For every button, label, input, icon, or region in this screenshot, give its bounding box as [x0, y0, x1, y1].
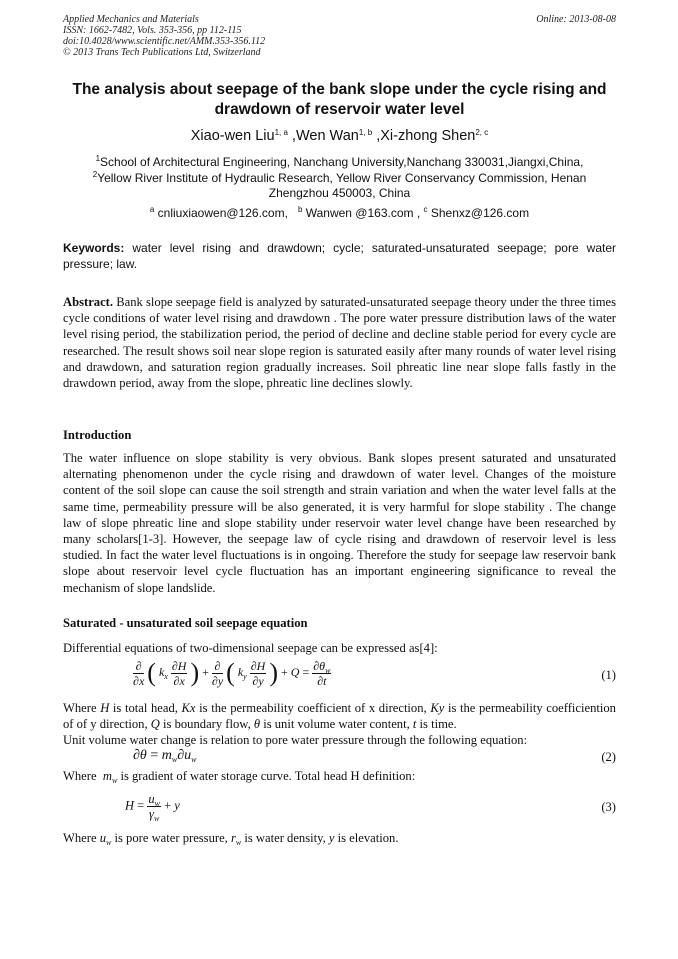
affiliation-sup: 2 [92, 169, 98, 179]
keywords [63, 240, 616, 272]
author-sup: 1, a [274, 128, 288, 137]
equation-1 [63, 658, 616, 696]
equation-number: (1) [601, 668, 616, 682]
affiliations [63, 155, 616, 202]
affiliation-text: School of Architectural Engineering, Nanchang University,Nanchang 330031,Jiangxi,China, [100, 155, 584, 169]
keywords-label: Keywords: [63, 241, 125, 255]
text-span: is pore water pressure, [111, 831, 231, 845]
mw-paragraph: Where $m_w$ is gradient of water storage curve. Total head H definition: [63, 769, 416, 785]
copyright-line: © 2013 Trans Tech Publications Ltd, Switzerland [63, 47, 261, 58]
affiliation-sup: 1 [95, 154, 101, 163]
email-address: Shenxz@126.com [427, 206, 530, 220]
author-name: ,Wen Wan [287, 128, 359, 144]
author-name: Xiao-wen Liu [190, 128, 275, 144]
equation-intro: Differential equations of two-dimensional seepage can be expressed as[4]: [63, 641, 438, 655]
text-span: Where [63, 831, 100, 845]
author-name: ,Xi-zhong Shen [372, 128, 476, 144]
affiliation-2 [63, 171, 616, 202]
email-address: cnliuxiaowen@126.com, [154, 206, 288, 220]
text-span: is water density, [241, 831, 329, 845]
author-sup: 2, c [475, 128, 489, 137]
affiliation-1 [63, 155, 616, 171]
online-date: Online: 2013-08-08 [536, 14, 616, 25]
keywords-text: water level rising and drawdown; cycle; saturated-unsaturated seepage; pore water pressure; law. [63, 241, 616, 271]
equation-number: (3) [601, 800, 616, 814]
affiliation-text: Yellow River Institute of Hydraulic Research, Yellow River Conservancy Commission, Henan Zhengzhou 450003, China [97, 170, 587, 200]
email-sup: a [149, 205, 155, 214]
abstract-label: Abstract. [63, 295, 114, 309]
email-sup: c [423, 205, 428, 214]
section-heading: Saturated - unsaturated soil seepage equation [63, 616, 308, 630]
intro-paragraph: The water influence on slope stability is very obvious. Bank slopes present saturated and unsaturated alternating phenomenon under the cycle rising and drawdown of water level. Changes of the moisture content of the soil slope can cause the soil strength and strain variation and when the water level falls at the same time, permeability pressure will be also generated, it is very harmful for slope stability . The change law of slope phreatic line and slope stability under reservoir water level change have been researched by many scholars[1-3]. However, the seepage law of cycle rising and drawdown of reservoir level is less studied. In fact the water level fluctuations is in ongoing. Therefore the study for seepage law reservoir bank slope about reservoir level cycle fluctuation has an important engineering significance to reveal the mechanism of slope landslide. [63, 451, 616, 595]
author-list [63, 128, 616, 144]
abstract [63, 294, 616, 391]
paper-title: The analysis about seepage of the bank slope under the cycle rising and drawdown of reservoir water level [72, 81, 607, 118]
email-sup: b [297, 205, 303, 214]
abstract-text: Bank slope seepage field is analyzed by saturated-unsaturated seepage theory under the three times cycle conditions of water level rising and drawdown . The pore water pressure distribution laws of the water level rising period, the stabilization period, the period of decline and decline stable period for every cycle are researched. The result shows soil near slope region is saturated easily after many rounds of water level rising and drawdown, and saturation region gradually increases. Soil phreatic line near slope falls fastly in the drawdown period, away from the slope, phreatic line declines slowly. [63, 295, 616, 391]
equation-3-body: H = $\frac{u_w}{\gamma_w}$ + y [125, 792, 180, 823]
uw-paragraph: Where $u_w$ is pore water pressure, $r_w$ is water density, y is elevation. [63, 831, 399, 847]
equation-2 [63, 748, 616, 766]
equation-3 [63, 792, 616, 824]
journal-name: Applied Mechanics and Materials [63, 14, 199, 25]
email-address: Wanwen @163.com , [302, 206, 421, 220]
where-paragraph: Where H is total head, Kx is the permeability coefficient of x direction, Ky is the permeability coefficiention of of y direction, Q is boundary flow, θ is unit volume water content, t is time. Unit volume water change is relation to pore water pressure through the following equation: [63, 701, 616, 748]
intro-heading: Introduction [63, 428, 132, 442]
text-span: is elevation. [334, 831, 399, 845]
equation-number: (2) [601, 750, 616, 764]
author-sup: 1, b [358, 128, 373, 137]
journal-header [63, 14, 616, 58]
issn-line: ISSN: 1662-7482, Vols. 353-356, pp 112-115 [63, 25, 242, 36]
equation-1-body: $\frac{\partial}{\partial x}$ ( $k_x$ $\frac{\partial H}{\partial x}$ ) + $\frac{\partial}{\partial y}$ ( $k_y$ $\frac{\partial H}{\partial y}$ ) + Q = $\frac{\partial\theta_w}{\partial t}$ [133, 658, 331, 688]
equation-2-body: $\partial\theta = m_w\partial u_w$ [133, 748, 197, 764]
doi-line: doi:10.4028/www.scientific.net/AMM.353-356.112 [63, 36, 266, 47]
email-line [63, 206, 616, 220]
